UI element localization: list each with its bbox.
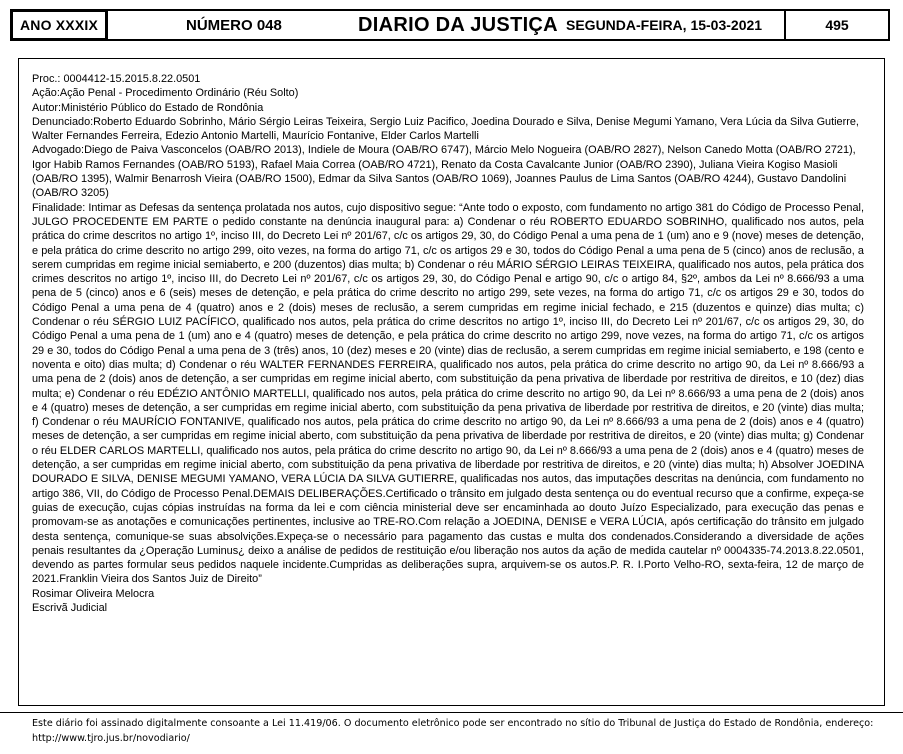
journal-title: DIARIO DA JUSTIÇA (358, 13, 558, 36)
footer-divider (0, 712, 903, 713)
edition-date: SEGUNDA-FEIRA, 15-03-2021 (566, 17, 763, 33)
edition-year: ANO XXXIX (10, 9, 108, 41)
page-header (10, 9, 890, 41)
footer-note: Este diário foi assinado digitalmente consoante a Lei 11.419/06. O documento eletrônico pode ser encontrado no sítio do Tribunal de Justiça do Estado de Rondônia, endereço: http://www.tjro.jus.br/novodiario/ (32, 718, 874, 744)
signer-name: Rosimar Oliveira Melocra (32, 587, 155, 600)
edition-number: NÚMERO 048 (186, 16, 282, 34)
document-body (32, 72, 864, 615)
process-number: Proc.: 0004412-15.2015.8.22.0501 (32, 73, 201, 85)
defendants: Denunciado:Roberto Eduardo Sobrinho, Mário Sérgio Leiras Teixeira, Sergio Luiz Pacifico, Joedina Dourado e Silva, Denise Megumi Yamano, Vera Lúcia da Silva Gutierre, Walter Fernandes Ferreira, Edezio Antonio Martelli, Maurício Fontanive, Elder Carlos Martelli (32, 115, 859, 143)
lawyers: Advogado:Diego de Paiva Vasconcelos (OAB/RO 2013), Indiele de Moura (OAB/RO 6747), Márcio Melo Nogueira (OAB/RO 2827), Nelson Canedo Motta (OAB/RO 2721), Igor Habib Ramos Fernandes (OAB/RO 5193), Rafael Maia Correa (OAB/RO 4721), Renato da Costa Cavalcante Junior (OAB/RO 2390), Juliana Vieira Kogiso Masioli (OAB/RO 1395), Walmir Benarrosh Vieira (OAB/RO 1500), Edmar da Silva Santos (OAB/RO 1069), Joannes Paulus de Lima Santos (OAB/RO 4244), Gustavo Dandolini (OAB/RO 3205) (32, 144, 856, 200)
signer-role: Escrivã Judicial (32, 601, 108, 614)
plaintiff: Autor:Ministério Público do Estado de Rondônia (32, 101, 264, 114)
page-number: 495 (784, 9, 890, 41)
header-center (108, 9, 784, 41)
action-type: Ação:Ação Penal - Procedimento Ordinário (Réu Solto) (32, 87, 299, 100)
purpose-text: Finalidade: Intimar as Defesas da sentença prolatada nos autos, cujo dispositivo segue: “Ante todo o exposto, com fundamento no artigo 381 do Código de Processo Penal, JULGO PROCEDENTE EM PARTE o pedido constante na denúncia inaugural para: a) Condenar o réu ROBERTO EDUARDO SOBRINHO, qualificado nos autos, pela prática do crime descritos no artigo 1º, inciso III, do Decreto Lei nº 201/67, c/c os artigos 29, 30, do Código Penal a uma pena de 1 (um) ano e 9 (nove) meses de detenção, e pela prática do crime descrito no artigo 299, oito vezes, na forma do artigo 71, c/c os artigos 29 e 30, todos do Código Penal a uma pena de 5 (cinco) anos de reclusão, a serem cumpridas em regime inicial semiaberto, e 200 (duzentos) dias multa; b) Condenar o réu MÁRIO SÉRGIO LEIRAS TEIXEIRA, qualificado nos autos, pela prática dos crimes descritos no artigo 1º, inciso III, do Decreto Lei nº 201/67, c/c os artigos 29, 30, do Código Penal e artigo 90, c/c o artigo 84, §2º, ambos da Lei nº 8.666/93 a uma pena de 5 (cinco) anos e 6 (seis) meses de detenção, e pela prática do crime descrito no artigo 299, sete vezes, na forma do artigo 71, c/c os artigos 29 e 30, todos do Código Penal a uma pena de 4 (quatro) anos e 2 (dois) meses de reclusão, a serem cumpridas em regime inicial fechado, e 215 (duzentos e quinze) dias multa; c) Condenar o réu SÉRGIO LUIZ PACÍFICO, qualificado nos autos, pela prática do crime descritos no artigo 1º, inciso III, do Decreto Lei nº 201/67, c/c os artigos 29, 30, do Código Penal a uma pena de 1 (um) ano e 4 (quatro) meses de detenção, e pela prática do crime descrito no artigo 299, nove vezes, na forma do artigo 71, c/c os artigos 29 e 30, todos do Código Penal a uma pena de 3 (três) anos, 10 (dez) meses e 20 (vinte) dias de reclusão, a serem cumpridas em regime inicial semiaberto, e 198 (cento e noventa e oito) dias multa; d) Condenar o réu WALTER FERNANDES FERREIRA, qualificado nos autos, pela prática do crime descrito no artigo 90, da Lei nº 8.666/93 a uma pena de 2 (dois) anos de detenção, a ser cumpridas em regime inicial aberto, com substituição da pena privativa de liberdade por restritiva de direitos, e 10 (dez) dias multa; e) Condenar o réu EDÉZIO ANTÔNIO MARTELLI, qualificado nos autos, pela prática do crime descrito no artigo 90, da Lei nº 8.666/93 a uma pena de 2 (dois) anos e 4 (quatro) meses de detenção, a ser cumpridas em regime inicial aberto, com substituição da pena privativa de liberdade por restritiva de direitos, e 20 (vinte) dias multa; f) Condenar o réu MAURÍCIO FONTANIVE, qualificado nos autos, pela prática do crime descrito no artigo 90, da Lei nº 8.666/93 a uma pena de 2 (dois) anos e 4 (quatro) meses de detenção, a ser cumpridas em regime inicial aberto, com substituição da pena privativa de liberdade por restritiva de direitos, e 20 (vinte) dias multa; g) Condenar o réu ELDER CARLOS MARTELLI, qualificado nos autos, pela prática do crime descrito no artigo 90, da Lei nº 8.666/93 a uma pena de 2 (dois) anos e 4 (quatro) meses de detenção, a ser cumpridas em regime inicial aberto, com substituição da pena privativa de liberdade por restritiva de direitos, e 20 (vinte) dias multa; h) Absolver JOEDINA DOURADO E SILVA, DENISE MEGUMI YAMANO, VERA LÚCIA DA SILVA GUTIERRE, qualificadas nos autos, das imputações descritas na denúncia, com fundamento no artigo 386, VII, do Código de Processo Penal.DEMAIS DELIBERAÇÕES.Certificado o trânsito em julgado desta sentença ou do eventual recurso que a confirme, expeça-se guias de execução, cujas cópias instruídas na forma da lei e com ciência ministerial deve ser encaminhada ao douto Juízo Especializado, para execução das penas e promovam-se as anotações e comunicações pertinentes, inclusive ao TRE-RO.Com relação a JOEDINA, DENISE e VERA LÚCIA, após certificação do trânsito em julgado desta sentença, comunique-se suas absolvições.Expeça-se o necessário para pagamento das custas e multa dos condenados.Considerando a diversidade de ações penais resultantes da ¿Operação Luminus¿ deixo a análise de pedidos de restituição e/ou liberação nos autos da ação de medida cautelar nº 0004335-74.2013.8.22.0501, devendo as partes formular seus pedidos naquele incidente.Cumpridas as deliberações supra, arquivem-se os autos.P. R. I.Porto Velho-RO, sexta-feira, 12 de março de 2021.Franklin Vieira dos Santos Juiz de Direito” (32, 201, 864, 586)
